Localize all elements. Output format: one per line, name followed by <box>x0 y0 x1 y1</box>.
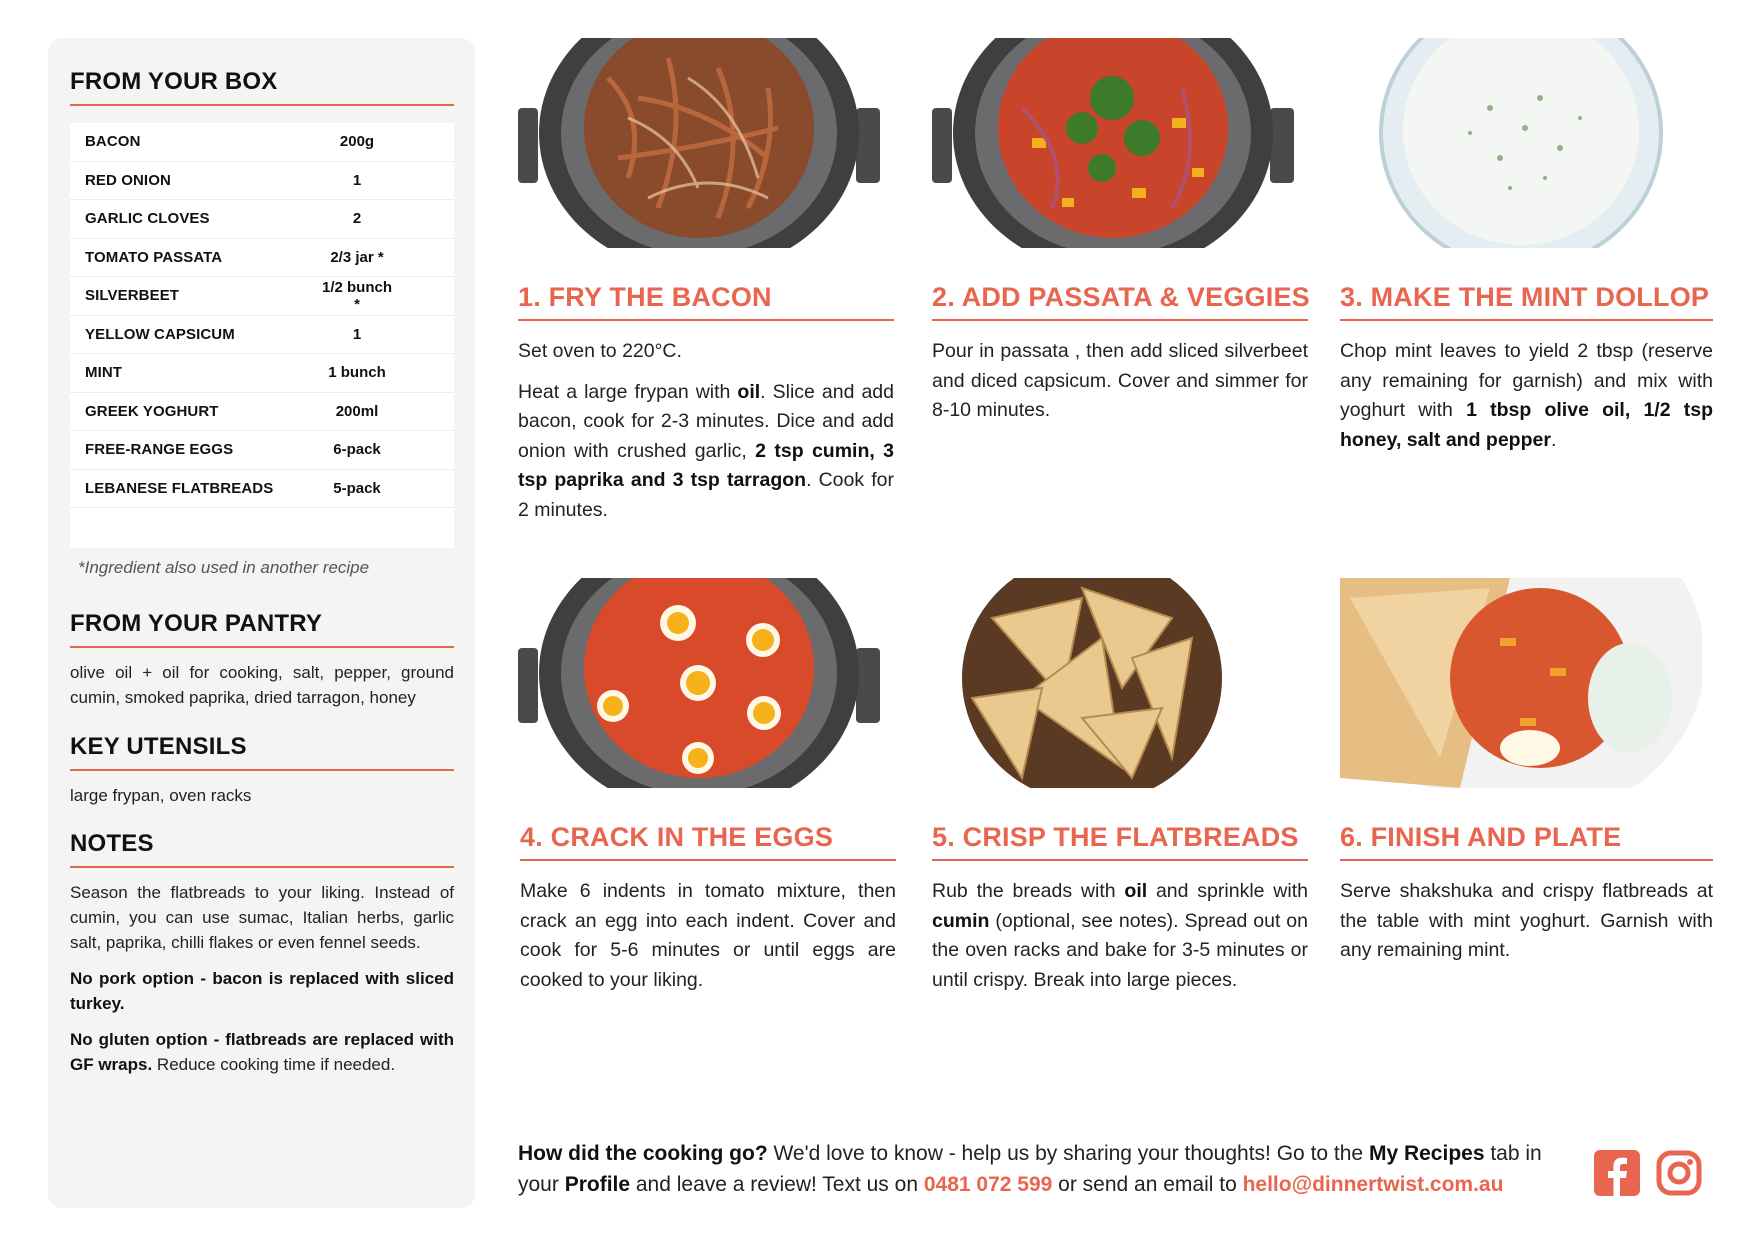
step-6-instructions <box>1340 877 1713 977</box>
step-1-photo <box>518 38 880 248</box>
step-6-paragraph-1: Serve shakshuka and crispy flatbreads at the table with mint yoghurt. Garnish with any remaining mint. <box>1340 880 1713 961</box>
pantry-list: olive oil + oil for cooking, salt, pepper, ground cumin, smoked paprika, dried tarragon, honey <box>70 663 454 707</box>
facebook-icon[interactable] <box>1594 1150 1640 1196</box>
notes-paragraph-1: Season the flatbreads to your liking. Instead of cumin, you can use sumac, Italian herbs, garlic salt, paprika, chilli flakes or even fennel seeds. <box>70 883 454 952</box>
ingredient-quantity: 1 <box>352 171 362 189</box>
step-4-title: 4. CRACK IN THE EGGS <box>520 822 896 861</box>
step-3-photo <box>1340 38 1702 248</box>
ingredient-row <box>70 200 454 239</box>
ingredients-sidebar <box>48 38 475 1208</box>
utensils-list: large frypan, oven racks <box>70 786 252 805</box>
feedback-question: How did the cooking go? <box>518 1142 768 1165</box>
step-5-photo <box>932 578 1294 788</box>
ingredient-name: GARLIC CLOVES <box>85 210 210 228</box>
notes-paragraph-3: No gluten option - flatbreads are replaced with GF wraps. Reduce cooking time if needed. <box>70 1030 454 1074</box>
ingredient-row <box>70 354 454 393</box>
ingredient-quantity: 1/2 bunch * <box>321 278 392 313</box>
step-1-title: 1. FRY THE BACON <box>518 282 894 321</box>
step-1-paragraph-2: Heat a large frypan with oil. Slice and add bacon, cook for 2-3 minutes. Dice and add onion with crushed garlic, 2 tsp cumin, 3 tsp paprika and 3 tsp tarragon. Cook for 2 minutes. <box>518 380 894 521</box>
instagram-icon[interactable] <box>1656 1150 1702 1196</box>
ingredient-row <box>70 123 454 162</box>
ingredient-quantity: 200ml <box>335 402 379 420</box>
step-2-paragraph-1: Pour in passata , then add sliced silverbeet and diced capsicum. Cover and simmer for 8-10 minutes. <box>932 340 1308 421</box>
step-3-title: 3. MAKE THE MINT DOLLOP <box>1340 282 1713 321</box>
step-5-instructions <box>932 877 1308 1006</box>
ingredient-footnote: *Ingredient also used in another recipe <box>78 558 370 577</box>
ingredient-quantity: 1 <box>352 325 362 343</box>
ingredient-name: SILVERBEET <box>85 287 180 305</box>
notes-text <box>70 880 454 1088</box>
profile-link[interactable]: Profile <box>564 1173 631 1196</box>
ingredient-name: FREE-RANGE EGGS <box>85 441 234 459</box>
ingredient-table <box>70 123 454 548</box>
step-1-instructions <box>518 337 894 536</box>
ingredient-name: YELLOW CAPSICUM <box>85 325 235 343</box>
step-1-paragraph-1: Set oven to 220°C. <box>518 340 682 362</box>
step-3-paragraph-1: Chop mint leaves to yield 2 tbsp (reserve any remaining for garnish) and mix with yoghurt with 1 tbsp olive oil, 1/2 tsp honey, salt and pepper. <box>1340 340 1713 451</box>
notes-heading: NOTES <box>70 830 454 868</box>
phone-link[interactable]: 0481 072 599 <box>923 1173 1053 1196</box>
ingredient-name: BACON <box>85 133 141 151</box>
ingredient-name: RED ONION <box>85 171 171 189</box>
ingredient-name: LEBANESE FLATBREADS <box>85 479 274 497</box>
ingredient-row <box>70 470 454 509</box>
ingredient-row <box>70 277 454 316</box>
key-utensils-heading: KEY UTENSILS <box>70 733 454 771</box>
ingredient-quantity: 2/3 jar * <box>330 248 384 266</box>
from-your-pantry-heading: FROM YOUR PANTRY <box>70 610 454 648</box>
ingredient-quantity: 1 bunch <box>328 364 386 382</box>
ingredient-row <box>70 316 454 355</box>
step-5-paragraph-1: Rub the breads with oil and sprinkle with cumin (optional, see notes). Spread out on the oven racks and bake for 3-5 minutes or until crispy. Break into large pieces. <box>932 880 1308 991</box>
ingredient-quantity: 6-pack <box>333 441 381 459</box>
notes-paragraph-2: No pork option - bacon is replaced with sliced turkey. <box>70 969 454 1013</box>
step-4-photo <box>518 578 880 788</box>
ingredient-quantity: 5-pack <box>333 479 381 497</box>
ingredient-row <box>70 239 454 278</box>
step-4-instructions <box>520 877 896 1006</box>
pantry-text <box>70 660 454 721</box>
email-link[interactable]: hello@dinnertwist.com.au <box>1242 1173 1504 1196</box>
from-your-box-heading: FROM YOUR BOX <box>70 68 454 106</box>
ingredient-quantity: 2 <box>352 210 362 228</box>
ingredient-row <box>70 431 454 470</box>
step-2-photo <box>932 38 1294 248</box>
ingredient-quantity: 200g <box>339 133 375 151</box>
ingredient-row <box>70 393 454 432</box>
ingredient-name: GREEK YOGHURT <box>85 402 219 420</box>
step-3-instructions <box>1340 337 1713 466</box>
ingredient-row <box>70 162 454 201</box>
step-4-paragraph-1: Make 6 indents in tomato mixture, then crack an egg into each indent. Cover and cook for 5-6 minutes or until eggs are cooked to your liking. <box>520 880 896 991</box>
my-recipes-link[interactable]: My Recipes <box>1368 1142 1485 1165</box>
ingredient-name: MINT <box>85 364 123 382</box>
step-2-instructions <box>932 337 1308 437</box>
step-6-title: 6. FINISH AND PLATE <box>1340 822 1713 861</box>
ingredient-name: TOMATO PASSATA <box>85 248 223 266</box>
step-5-title: 5. CRISP THE FLATBREADS <box>932 822 1308 861</box>
feedback-footer: How did the cooking go? We'd love to know - help us by sharing your thoughts! Go to the My Recipes tab in your Profile and leave a review! Text us on 0481 072 599 or send an email to hello@dinnertwist.com.au <box>518 1142 1542 1196</box>
step-2-title: 2. ADD PASSATA & VEGGIES <box>932 282 1308 321</box>
utensils-text <box>70 783 454 819</box>
step-6-photo <box>1340 578 1702 788</box>
